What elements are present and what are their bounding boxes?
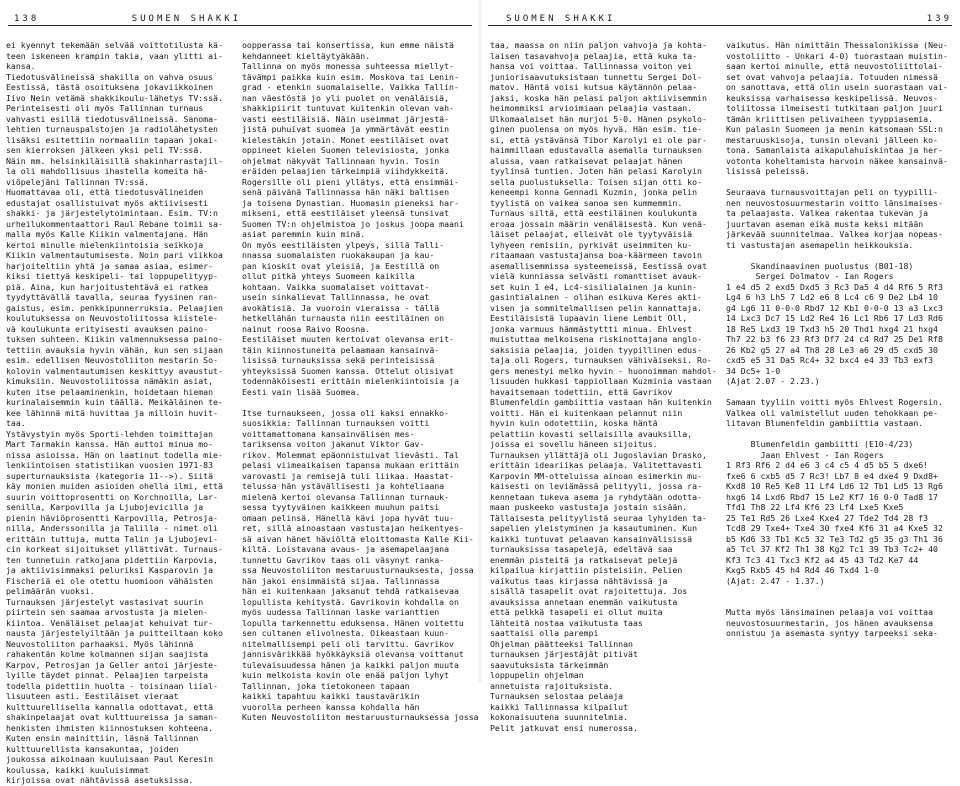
text-line: Karpovin MM-otteluissa ainoan esimerkin mu- <box>490 470 702 481</box>
text-line: ten tunnetuin ratkojana pidettiin Karpovia, <box>6 554 218 565</box>
text-line <box>490 754 722 765</box>
text-line: pienin häviöprosentti Karpovilla, Petrosja- <box>6 512 218 523</box>
text-line: tulevaisuudessa hänen ja kaikki paljon muuta <box>242 659 459 670</box>
text-line: lopulla tarkennettu eduksensa. Hänen voitettu <box>242 617 464 628</box>
text-line: Seuraava turnausvoittajan peli on tyypilli- <box>726 187 938 197</box>
text-line: kolovin valmentautumisen keskittyy avaustut- <box>6 365 223 376</box>
text-line: vostoliitto - Unkari 4-0) tuorastaan muistin- <box>726 50 948 61</box>
text-line: kaisesti on leviämässä pelityyli, jossa ra- <box>490 481 702 491</box>
text-line: grad - etenkin suomalaiselle. Vaikka Tallin- <box>242 82 459 92</box>
text-line: tyydyttävällä tavalla, seuraa fyysinen ran- <box>6 292 218 302</box>
text-line: usein sinkalievat Tallinnassa, he ovat <box>242 292 430 302</box>
text-line: toliitossa ilmeisesti tutkitaan paljon juuri <box>726 103 943 113</box>
text-line: Turnauksen selostaa pelaaja <box>490 691 624 701</box>
right-page <box>480 0 960 733</box>
text-line: kehdanneet kieltäytyäkään. <box>242 50 371 61</box>
text-line: suosikkia: Tallinnan turnauksen voitti <box>242 418 430 428</box>
text-line: yhteyksissä Suomen kanssa. Ottelut olisivat <box>242 365 454 376</box>
text-line: ti vastustajan asemapelin heikkouksia. <box>726 239 914 250</box>
text-line: lisäksi esitettiin normaaliin tapaan jokai- <box>6 134 218 145</box>
text-line: Perinteisesti oli myös Tallinnan turnaus <box>6 103 204 113</box>
text-line: saattaisi olla parempi <box>490 628 599 638</box>
text-line <box>726 387 958 398</box>
text-line: ei kyennyt tekemään selvää voittotilusta kä- <box>6 40 223 50</box>
left-page-number: 138 <box>14 14 40 24</box>
text-line: tyylinsä tuntien. Joten hän pelasi Karolyin <box>490 166 702 176</box>
text-line: taja oli Rogers, turnauksen vähiväiseksi. Ro- <box>490 355 712 365</box>
text-line: ohjelmat näkyvät Tallinnaan hyvin. Tosin <box>242 155 440 166</box>
text-line: kennetaan tukeva asema ja ryhdytään odotta- <box>490 491 702 502</box>
text-line: kaikki Tallinnassa kilpailut <box>490 701 629 712</box>
text-line <box>490 765 722 776</box>
text-line: viöpelejäni Tallinnan TV:ssä. <box>6 176 149 187</box>
text-line: kiksi tiettyä keskipeli- tai loppupelityyp- <box>6 271 218 281</box>
left-running-title: SUOMEN SHAKKI <box>131 14 242 24</box>
text-line: senilla, Karpovilla ja Ljubojevicilla ja <box>6 502 204 512</box>
text-line: kohtaan. Vaikka suomalaiset voittavat- <box>242 281 430 292</box>
left-column-1 <box>6 40 238 785</box>
text-line: tunnettu Gavrikov taas oli väsynyt ranka- <box>242 554 445 565</box>
text-line: Karpov, Petrosjan ja Geller antoi järjeste- <box>6 659 218 670</box>
text-line: nausta järjestelyiltään ja puitteiltaan koko <box>6 628 223 638</box>
text-line: Blumenfeldin gambiitti (E10-4/23) <box>726 439 914 449</box>
text-line: vuorolla perheen kanssa kohdalla hän <box>242 701 420 712</box>
text-line: Mutta myös länsimainen pelaaja voi voittaa <box>726 607 934 617</box>
text-line: todennäköisesti erittäin mielenkiintoisia ja <box>242 376 459 386</box>
text-line: lyille täydet pinnat. Pelaajien tarpeista <box>6 670 209 680</box>
text-line: turnauksen järjestäjät pitivät <box>490 649 638 659</box>
text-line: vahvasti esillä tiedotusvälineissä. Sanoma- <box>6 113 218 124</box>
text-line: 18 Re5 Lxd3 19 Txd3 h5 20 Thd1 hxg4 21 hxg4 <box>726 323 938 334</box>
text-line: sen cultanen elivolnesta. Oikeastaan kuun- <box>242 628 450 638</box>
text-line: ja toisena Dynastian. Huomasin pieneksi har- <box>242 197 459 208</box>
text-line: hetkellähän turnausta niin eestiläinen on <box>242 313 445 323</box>
text-line: gasintialainen - olihan esikuva Keres akti- <box>490 292 702 302</box>
text-line: asemallisemmissa systeemeissä, Eestissä ovat <box>490 260 707 271</box>
text-line: Ulkomaalaiset hän murjoi 5-0. Hänen psykolo- <box>490 113 707 124</box>
text-line: nan väestöstä jo yli puolet on venäläisiä, <box>242 92 450 103</box>
text-line: sapelien yleistyminen ja kasautuminen. Kun <box>490 523 698 533</box>
text-line: suurin voittoprosentti on Korchnoilla, Lar- <box>6 491 218 502</box>
text-line: piirtein sen saamaa arvostusta ja mielen- <box>6 607 209 617</box>
text-line: omaan pelinsä. Hänellä kävi jopa hyvät tuu- <box>242 512 454 523</box>
text-line: läiset pelaajat, elleivät ole tyytyväisiä <box>490 229 693 239</box>
right-header-rule <box>488 25 952 26</box>
text-line: vä koulukunta erityisesti avauksen paino- <box>6 323 209 334</box>
text-line: pan kioskit ovat yleisiä, ja Eestillä on <box>242 260 440 271</box>
text-line: visen ja sommitelmallisen pelin kannattaja. <box>490 302 702 313</box>
text-line: turnauksissa tasapelejä, edeltävä saa <box>490 544 673 554</box>
text-line: set ovat vahvoja pelaajia. Totuuden nimessä <box>726 71 938 82</box>
text-line: tämän kriittisen pelivaiheen tyyppiasemia. <box>726 113 934 124</box>
text-line: g4 Lg6 11 0-0-0 Rbd7 12 Kb1 0-0-0 13 a3 Lxc3 <box>726 302 943 313</box>
text-line: jonka varmuus hämmästyttti minua. Ehlvest <box>490 323 693 334</box>
text-line: havaitsemaan todettiin, että Gavrikov <box>490 386 673 397</box>
text-line: annetuista rajoituksista. <box>490 680 614 691</box>
text-line: kurinalaisemmin kuin täällä. Meikäläinen te- <box>6 397 223 407</box>
text-line: muistuttaa melkoisena riskinottajana anglo- <box>490 334 702 344</box>
text-line: saksisia pelaajia, joiden tyypillinen edus- <box>490 344 702 355</box>
text-line: taa, maassa on niin paljon vahvoja ja kohta- <box>490 40 707 50</box>
text-line: Tallinnan, joka tietokoneen tapaan <box>242 680 410 691</box>
text-line: tyylistä on vaikea sanoa sen kummemmin. <box>490 197 683 208</box>
text-line: Th7 22 b3 f6 23 Rf3 Df7 24 c4 Rd7 25 De1 Rf8 <box>726 334 943 344</box>
left-column-2 <box>242 40 479 722</box>
text-line: shakinpelaajat ovat kulttuureissa ja saman- <box>6 712 218 722</box>
text-line: henkisten ihmisten kiinnostuksen kohteena. <box>6 722 214 733</box>
text-line: kertoi minulle mielenkiintoisia seikkoja <box>6 239 204 250</box>
text-line: sella puolustuksella. Toisen sijan otti ko- <box>490 176 702 187</box>
text-line: (Ajat 2.07 - 2.23.) <box>726 376 820 386</box>
text-line: Samaan tyyliin voitti myös Ehlvest Rogersin. <box>726 397 943 407</box>
text-line: Pelit jatkuvat ensi numerossa. <box>490 722 638 733</box>
text-line: Tcd8 29 Txe4+ Txe4 30 fxe4 Kf6 31 a4 Kxe5 32 <box>726 523 943 533</box>
text-line: voitti. Hän ei kuitenkaan pelannut niin <box>490 407 683 418</box>
text-line: Tiedotusvälineissä shakilla on vahva osuus <box>6 71 214 82</box>
text-line: cxd5 e5 31 Da5 Rc4+ 32 bxc4 e4 33 Tb3 exf3 <box>726 355 934 365</box>
text-line: todella pidettiin huolta - toisinaan liial- <box>6 680 218 691</box>
text-line: Kun palasin Suomeen ja menin katsomaan SSL:n <box>726 124 943 134</box>
text-line: kaikki tapahtuu kaikki taustavärikin <box>242 691 420 701</box>
text-line: nissa asioissa. Hän on laatinut todella mie- <box>6 449 223 460</box>
text-line: joukossa aikoinaan kuuluisaan Paul Keresin <box>6 754 214 764</box>
text-line: set kuin 1 e4, Lc4-sisilialainen ja kunin- <box>490 281 698 292</box>
text-line: edustajat osallistuivat myös aktiivisesti <box>6 197 209 208</box>
text-line: kee lähinnä mitä huvittaa ja milloin huvit- <box>6 407 218 418</box>
text-line: votonta koheltamista harvoin näkee kansainvä- <box>726 155 948 166</box>
text-line: ollut pitkä yhteys Suomeen kaikilla <box>242 271 415 281</box>
text-line: vielä kunniassa selvästi romanttiset avauk- <box>490 271 702 281</box>
right-column-1 <box>490 40 722 733</box>
text-line: teen iskeneen krampin takia, vaan ylitti ai- <box>6 50 223 61</box>
text-line: ta pelaajasta. Valkea rakentaa tukevan ja <box>726 208 929 218</box>
text-line: kiltä. Loistavana avaus- ja asemapelaajana <box>242 544 450 554</box>
text-line: 34 Dc5+ 1-0 <box>726 365 781 376</box>
text-line: kirjoissa ovat nähtävissä asetuksissa. <box>6 775 194 785</box>
text-line: Turnauksen järjestelyt vastasivat suurin <box>6 596 204 607</box>
text-line: neuvostosuurmestarin, jos hänen avauksensa <box>726 617 934 628</box>
text-line: juniorisaavutuksistaan tunnettu Sergei Dol- <box>490 71 702 82</box>
text-line: kulttuurellista kansakuntaa, joiden <box>6 743 179 754</box>
text-line: mikseni, että eestiläiset yleensä tunsivat <box>242 208 450 218</box>
text-line: Turnaus siltä, että eestiläinen koulukunta <box>490 208 698 218</box>
text-line: Suomen TV:n ohjelmistoa jo joskus joopa maani <box>242 218 464 229</box>
text-line: nitelmallisempi peli oli tarvittu. Gavrikov <box>242 638 454 649</box>
text-line: lisissä peleissä. <box>726 166 810 176</box>
text-line: Fischeriä ei ole otettu huomioon vähäisten <box>6 575 214 586</box>
text-line: Kf3 Tc3 41 Txc3 Kf2 a4 45 43 Td2 Ke7 44 <box>726 554 919 565</box>
text-line: kokonaisuutena suunnitelmia. <box>490 712 629 722</box>
text-line: erittäin tuttuja, mutta Talin ja Ljubojevi- <box>6 533 218 544</box>
text-line: Huomattavaa oli, että tiedotusvälineiden <box>6 187 204 197</box>
text-line: kiintoa. Venäläiset pelaajat kehuivat tur- <box>6 617 214 628</box>
text-line: 1 e4 d5 2 exd5 Dxd5 3 Rc3 Da5 4 d4 Rf6 5 Rf3 <box>726 281 943 292</box>
text-line: järkevää suunnitelmaa. Valkea korjaa nopeas- <box>726 229 943 239</box>
text-line: pelasi viimeaikaisen tapansa mukaan erittäin <box>242 460 459 470</box>
text-line: Ohjelman päätteeksi Tallinnan <box>490 638 633 649</box>
text-line <box>726 250 958 261</box>
text-line: nen neuvostosuurmestarin voitto länsimaises- <box>726 197 943 208</box>
text-line: lehtien turnauspalstojen ja radiolähetysten <box>6 124 218 134</box>
text-line: täin kiinnostuneita pelaamaan kansainvä- <box>242 344 440 355</box>
text-line: vasti eestiläisiä. Näin useimmat järjestä- <box>242 113 450 124</box>
text-line: Blumenfeldin gambiittia vastaan hän kuitenkin <box>490 397 712 407</box>
text-line: Ystävystyin myös Sporti-lehden toimittajan <box>6 428 214 439</box>
text-line: Eestiläisistä lupaavin liene Lembit Oll, <box>490 313 688 323</box>
text-line: ssa Neuvostoliiton mestaruusturnauksesta, jossa <box>242 565 474 575</box>
text-line: kuten itse pelaaminenkin, hoidetaan hieman <box>6 386 214 397</box>
text-line: Kuten Neuvostoliiton mestaruusturnauksessa jossa <box>242 712 479 722</box>
text-line: koulutuksessa on Neuvostoliitossa kiistele- <box>6 313 218 323</box>
text-line: Kxg5 Rxb5 45 h4 Rd4 46 Txd4 1-0 <box>726 565 879 575</box>
text-line: taa. <box>6 418 26 428</box>
text-line: mestaruuskisoja, tunsin olevani jälleen ko- <box>726 134 938 145</box>
text-line: maan puskeeko vastustaja jostain sisään. <box>490 502 688 512</box>
text-line: 26 Kb2 g5 27 a4 Th8 28 Le3 a6 29 d5 cxd5 30 <box>726 344 938 355</box>
text-line: jannisvärikkää hyökkäyksiä olevansa voittanut <box>242 649 464 659</box>
text-line: hyvin kuin odotettiin, koska häntä <box>490 418 658 428</box>
text-line: nnassa suomalaisten ruokakaupan ja kau- <box>242 250 435 260</box>
text-line: fxe6 6 cxb5 d5 7 Rc3! Lb7 8 e4 dxe4 9 Dxd8+ <box>726 470 938 481</box>
text-line: Näin mm. helsinkiläisillä shakinharrastajil- <box>6 155 223 166</box>
text-line: hän jakoi ensimmäistä sijaa. Tallinnassa <box>242 575 440 586</box>
text-line: mielenä kertoi olevansa Tallinnan turnauk- <box>242 491 450 502</box>
text-line: heimommiksi arvioimiaan pelaajia vastaan. <box>490 103 693 113</box>
text-line <box>726 177 958 188</box>
text-line: alussa, vaan ratkaisevat pelaajat hänen <box>490 155 683 166</box>
text-line: koulussa, kaikki kuuluisimmat <box>6 764 149 775</box>
text-line: saavutuksista tärkeimmän <box>490 659 609 670</box>
text-line <box>726 597 958 608</box>
text-line: b5 Kd6 33 Tb1 Kc5 32 Te3 Td2 g5 35 g3 Th1 36 <box>726 533 943 544</box>
text-line <box>726 429 958 440</box>
right-running-title: SUOMEN SHAKKI <box>506 14 616 24</box>
text-line: eräiden pelaajien tärkeimpiä viihdykkeitä. <box>242 166 450 176</box>
text-line: kaikki tuntuvat pelaavan kansainvälisissä <box>490 533 693 544</box>
text-line: joissa ei sovellu häneen sijoitus. <box>490 439 658 449</box>
text-line: keneempi konna Gennadi Kuzmin, jonka pelin <box>490 187 698 197</box>
text-line: nainut roosa Raivo Roosna. <box>242 323 371 334</box>
text-line: la oli mahdollisuus ihastella komeita hä- <box>6 166 209 176</box>
left-page-header <box>14 14 241 24</box>
text-line: juurtavan aseman eikä musta keksi mitään <box>726 218 924 229</box>
text-line: piä. Aina, kun harjoitustehtävä ei ratkea <box>6 281 209 292</box>
text-line: harjoiteltiin yhtä ja samaa asiaa, esimer- <box>6 260 214 271</box>
text-line: tona. Samanlaista aikapulahuiskintaa ja her- <box>726 145 943 155</box>
text-line: jistä puhuivat suomea ja ymmärtävät eestin <box>242 124 450 134</box>
text-line: voittamattomana kansainvälisen mes- <box>242 428 415 439</box>
text-line: Kxd8 10 Re5 Ke8 11 Lf4 Ld6 12 Tb1 Ld5 13 Rg6 <box>726 481 943 491</box>
text-line: ja aktiivisimmaksi peluriksi Kasparovin ja <box>6 565 214 575</box>
text-line: erittäin ideariikas pelaaja. Valitettavasti <box>490 460 702 470</box>
text-line: si, että ystävänsä Tibor Karolyi ei ole par- <box>490 134 707 145</box>
text-line: tariksensa voiton jakanut Viktor Gav- <box>242 439 425 449</box>
text-line: ret, sillä ainoastaan vastustajan heikentyes- <box>242 523 464 533</box>
text-line: myös uudessa Tallinnan laske varianttien <box>242 607 440 617</box>
text-line: onnistuu ja asemasta syntyy tarpeeksi seka- <box>726 628 938 638</box>
text-line: lisuuteen asti. Eestiläiset vieraat <box>6 691 179 701</box>
text-line: saan kertoi minulle, että neuvostoliittolai- <box>726 61 943 71</box>
text-line: shakkipiirit tuntuvat kuitenkin olevan vah- <box>242 103 454 113</box>
text-line: 14 Lxc3 Dc7 15 Ld2 Re4 16 Lc1 Rb6 17 Ld3 Rd6 <box>726 313 943 323</box>
text-line: gaistus, esim. penkkipunnerruksia. Pelaajien <box>6 302 223 313</box>
text-line: kansa. <box>6 61 36 71</box>
text-line: litavan Blumenfeldin gambiittia vastaan. <box>726 418 924 428</box>
text-line: Skandinaavinen puolustus (B01-18) <box>726 260 914 271</box>
text-line: malla myös Kalle Kiikin valmentajana. Hän <box>6 229 209 239</box>
text-line: hansa voi voittaa. Tallinnassa voiton vei <box>490 61 693 71</box>
text-line: kimuksiin. Neuvostoliitossa nämäkin asiat, <box>6 376 214 386</box>
text-line: kuin melkoista kovin ole enää paljon lyhyt <box>242 670 450 680</box>
text-line: sä aivan hänet häviöltä eloittomasta Kalle Kii- <box>242 533 474 544</box>
text-line: hän ei kuitenkaan jaksanut tehdä ratkaisevaa <box>242 586 459 596</box>
text-line: haimmillaan edustavalla asemalla turnauksen <box>490 145 702 155</box>
text-line: varovasti ja remisejä tuli liikaa. Haastat- <box>242 470 454 481</box>
text-line: tuksen suhteen. Kiikin valmennuksessa paino- <box>6 334 223 344</box>
left-header-rule <box>8 25 472 26</box>
text-line <box>242 397 474 408</box>
text-line: keuksissa varhaisessa keskipelissä. Neuvos- <box>726 92 938 103</box>
text-line: hxg6 14 Lxd6 Rbd7 15 Le2 Kf7 16 0-0 Tad8 17 <box>726 491 938 502</box>
text-line: matov. Häntä voisi kutsua käytännön pelaa- <box>490 82 698 92</box>
text-line: esim. edellisen Neuvostoliiton mestarin So- <box>6 355 218 365</box>
text-line: a5 Tcl 37 Kf2 Th1 38 Kg2 Tc1 39 Tb3 Tc2+ 40 <box>726 544 938 554</box>
text-line: vaikutus taas kirjassa nähtävissä ja <box>490 575 668 586</box>
text-line: sisällä tasapelit ovat rajoitettuja. Jos <box>490 586 688 596</box>
text-line: Sergei Dolmatov - Ian Rogers <box>726 271 894 281</box>
text-line: Kuten ensin mainittiin, läsnä Tallinnan <box>6 733 199 743</box>
text-line: ritaamaan vastustajansa boa-käärmeen tavoin <box>490 250 702 260</box>
text-line: kielestäkin jotain. Monet eestiläiset ovat <box>242 134 450 145</box>
right-page-number: 139 <box>926 14 952 24</box>
left-page <box>0 0 480 785</box>
text-line: Jaan Ehlvest - Ian Rogers <box>726 449 884 460</box>
text-line: vaikutus. Hän nimittäin Thessalonikissa (Neu- <box>726 40 948 50</box>
text-line: pelattiin kovasti sellaisilla avauksilla, <box>490 428 693 439</box>
text-line: Tfd1 Th8 22 Lf4 Kf6 23 Lf4 Lxe5 Kxe5 <box>726 502 904 512</box>
text-line: tettiin avauksia hyvin vähän, kun sen sijaan <box>6 344 223 355</box>
text-line: enemmän pisteitä ja ratkaisevat pelejä <box>490 554 678 565</box>
text-line: rikov. Molemmat epäonnistuivat lievästi. Tal <box>242 449 459 460</box>
text-line: loppupelin ohjelman <box>490 670 584 680</box>
text-line: rahakentän kolme kolmannen sijan saajista <box>6 649 209 659</box>
text-line: oopperassa tai konsertissa, kun emme näistä <box>242 40 454 50</box>
text-line: superturnauksista (kategoria 11-->). Siitä <box>6 470 214 481</box>
text-line: Lg4 6 h3 Lh5 7 Ld2 e6 8 Lc4 c6 9 De2 Lb4 10 <box>726 292 938 302</box>
text-line: Valkea oli valmistellut uuden tehokkaan pe- <box>726 407 938 418</box>
text-line: tävämpi paikka kuin esim. Moskova tai Lenin- <box>242 71 459 82</box>
text-line: kulttuurellisella kannalla odottavat, että <box>6 701 214 712</box>
right-column-2 <box>726 40 958 676</box>
text-line: avokätisiä. Ja vuoroin vieraissa - tällä <box>242 302 440 313</box>
text-line: Mart Tarmakin kanssa. Hän auttoi minua mo- <box>6 439 214 449</box>
text-line: lisuuden hukkasi tappiollaan Kuzminia vastaan <box>490 376 712 386</box>
text-line: 1 Rf3 Rf6 2 d4 e6 3 c4 c5 4 d5 b5 5 dxe6! <box>726 460 929 470</box>
text-line: Iivo Nein vetämä shakkikoulu-lähetys TV:ssä. <box>6 92 223 103</box>
text-line: lenkiintoisen statistiikan vuosien 1971-83 <box>6 460 214 470</box>
text-line: sen kierroksen jälkeen yksi peli TV:ssä. <box>6 145 204 155</box>
text-line <box>490 744 722 755</box>
text-line: 25 Te1 Rd5 26 Lxe4 Kxe4 27 Tde2 Td4 28 f3 <box>726 512 929 523</box>
text-line: Kiikin valmentautumisesta. Noin pari viikkoa <box>6 250 223 260</box>
text-line: oppineet kielen Suomen televisiosta, jonka <box>242 145 450 155</box>
text-line: Eesti vain lisää Suomea. <box>242 386 361 397</box>
text-line <box>490 733 722 744</box>
text-line: Eestiläiset muuten kertoivat olevansa erit- <box>242 334 454 344</box>
text-line: Tallinna on myös monessa suhteessa miellyt- <box>242 61 454 71</box>
text-line: On myös eestiläisten ylpeys, sillä Talli- <box>242 239 445 250</box>
text-line: urheilukommentaattori Raul Rebane toimii sa- <box>6 218 223 229</box>
text-line: laisen tasavahvoja pelaajia, että kuka ta- <box>490 50 698 61</box>
text-line: senä päivänä Tallinnassa hän näki baltisen <box>242 187 450 197</box>
text-line: kilpailua kirjattiin pisteisiin. Pelien <box>490 565 683 575</box>
text-line: pelimäärän vuoksi. <box>6 586 95 596</box>
text-line: cin korkeat sijoitukset yllättivät. Turnaus- <box>6 544 223 554</box>
text-line: shakki- ja järjestelytoimintaan. Esim. TV:n <box>6 208 218 218</box>
text-line: käy monien muiden asioiden ohella ilmi, että <box>6 481 223 491</box>
text-line: lyhyeen remisiin, pyrkivät useimmiten ku- <box>490 239 693 250</box>
text-line: Turnauksen yllättäjä oli Jugoslavian Drasko, <box>490 449 707 460</box>
text-line: (Ajat: 2.47 - 1.37.) <box>726 575 825 586</box>
text-line: eroaa jossain määrin venäläisestä. Kun venä- <box>490 218 707 229</box>
text-line: Itse turnaukseen, jossa oli kaksi ennakko- <box>242 407 450 418</box>
text-line: lisissä turnauksissa sekä perinteisissä <box>242 355 435 365</box>
text-line: lähteitä nostaa vaikutusta taas <box>490 617 643 628</box>
text-line: Eestissä, tästä osoituksena jokaviikkoinen <box>6 82 214 92</box>
text-line: ginen puolensa on myös hyvä. Hän esim. tie- <box>490 124 702 134</box>
text-line: lopullista kehitystä. Gavrikovin kohdalla on <box>242 596 459 607</box>
text-line: asiat paremmin kuin minä. <box>242 229 366 239</box>
text-line: gers menestyi melko hyvin - huonoimman mahdol- <box>490 365 717 376</box>
text-line: jaksi, koska hän pelasi paljon aktiivisemmin <box>490 92 707 103</box>
text-line: nilla, Anderssonilla ja Talilla - nimet oli <box>6 523 218 533</box>
text-line: että pelkkä tasapeli ei ollut muita <box>490 607 663 617</box>
text-line: Rogersille oli pieni yllätys, että ensimmäi- <box>242 176 459 187</box>
text-line: avauksissa annetaan enemmän vaikutusta <box>490 596 678 607</box>
text-line: Neuvostoliiton parhaaksi. Myös lähinnä <box>6 638 194 649</box>
text-line: on sanottava, että olin usein suorastaan vai- <box>726 82 948 92</box>
right-page-header <box>506 14 952 24</box>
text-line: telussa hän ystävällisesti ja kohteliaana <box>242 481 445 491</box>
text-line: sessa tyytyväinen kaikkeen muuhun paitsi <box>242 502 440 512</box>
text-line <box>726 586 958 597</box>
text-line: Tällaisesta pelityylistä seuraa lyhyiden ta- <box>490 512 707 523</box>
